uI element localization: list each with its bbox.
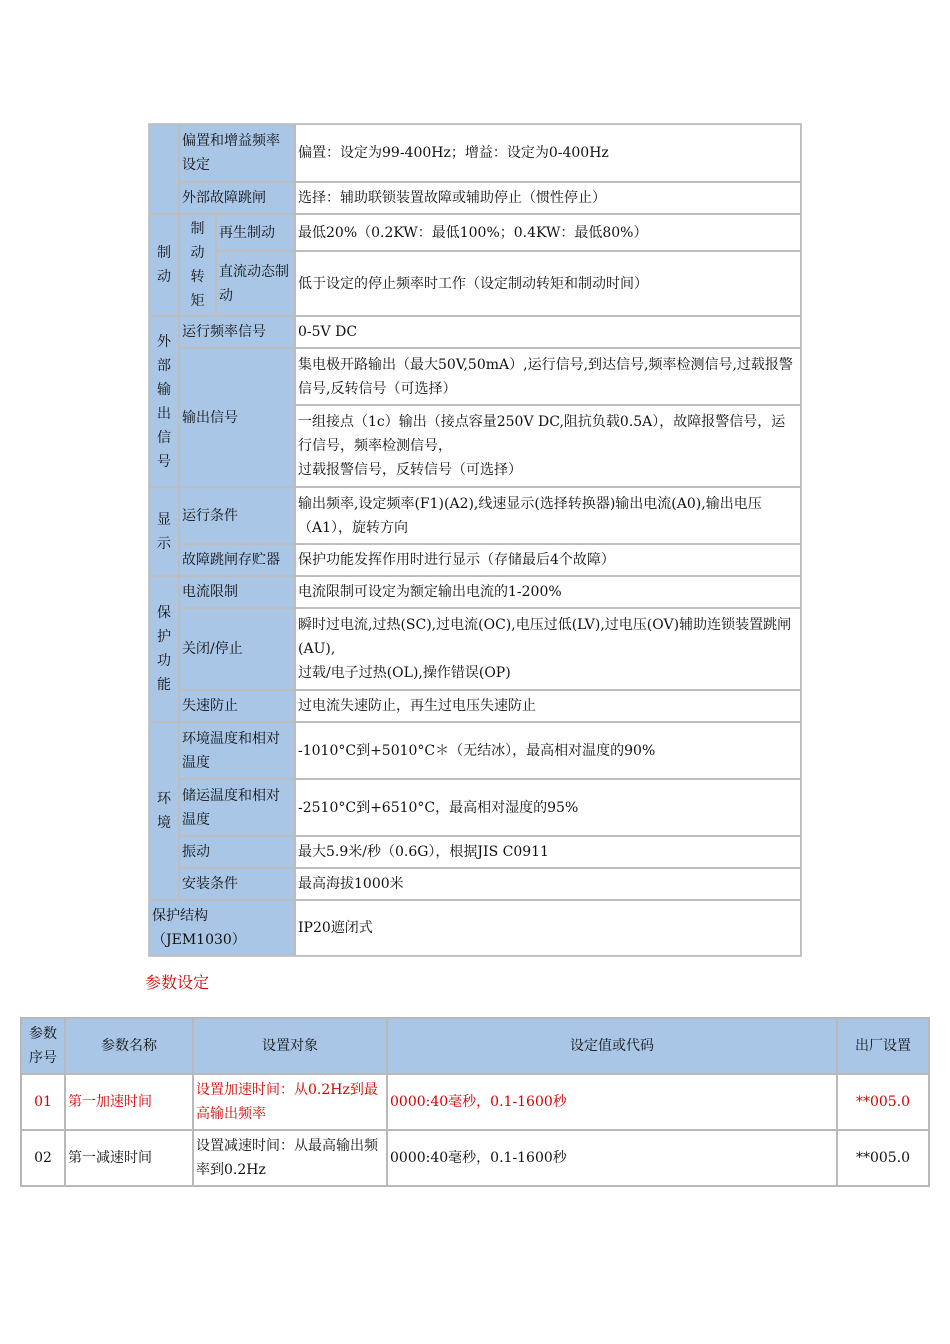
value-run-freq: 0-5V DC [295,316,801,348]
param-seq: 02 [21,1130,65,1186]
param-target: 设置加速时间：从0.2Hz到最高输出频率 [193,1074,387,1130]
value-regen-brake: 最低20%（0.2KW：最低100%；0.4KW：最低80%） [295,214,801,251]
group-display: 显 示 [149,487,179,576]
param-factory: **005.0 [837,1074,929,1130]
group-environment: 环 境 [149,722,179,900]
value-fault-mem: 保护功能发挥作用时进行显示（存储最后4个故障） [295,544,801,576]
param-name: 第一减速时间 [65,1130,193,1186]
value-enclosure: IP20遮闭式 [295,900,801,956]
param-value: 0000:40毫秒，0.1-1600秒 [387,1130,837,1186]
label-storage: 储运温度和相对温度 [179,779,295,836]
label-vibration: 振动 [179,836,295,868]
value-stall: 过电流失速防止，再生过电压失速防止 [295,690,801,722]
subgroup-brake-torque: 制动 转矩 [179,214,216,316]
params-table [20,1017,930,1187]
header-factory: 出厂设置 [837,1018,929,1074]
value-ambient: -1010°C到+5010°C＊（无结冰），最高相对温度的90% [295,722,801,779]
label-bias-gain: 偏置和增益频率设定 [179,124,295,182]
param-name: 第一加速时间 [65,1074,193,1130]
label-out-signal: 输出信号 [179,348,295,487]
label-run-freq: 运行频率信号 [179,316,295,348]
header-name: 参数名称 [65,1018,193,1074]
header-target: 设置对象 [193,1018,387,1074]
group-braking: 制 动 [149,214,179,316]
header-seq: 参数序号 [21,1018,65,1074]
label-dc-brake: 直流动态制动 [216,251,295,316]
value-out-signal-1: 集电极开路输出（最大50V,50mA）,运行信号,到达信号,频率检测信号,过载报警信号,反转信号（可选择） [295,348,801,405]
label-stall: 失速防止 [179,690,295,722]
params-section-title: 参数设定 [145,973,210,992]
param-target: 设置减速时间：从最高输出频率到0.2Hz [193,1130,387,1186]
param-seq: 01 [21,1074,65,1130]
value-run-cond: 输出频率,设定频率(F1)(A2),线速显示(选择转换器)输出电流(A0),输出电压（A1），旋转方向 [295,487,801,544]
value-bias-gain: 偏置：设定为99-400Hz；增益：设定为0-400Hz [295,124,801,182]
value-ext-fault: 选择：辅助联锁装置故障或辅助停止（惯性停止） [295,182,801,214]
label-install: 安装条件 [179,868,295,900]
label-regen-brake: 再生制动 [216,214,295,251]
table-row [21,1130,929,1186]
spec-table [148,123,802,957]
label-current-limit: 电流限制 [179,576,295,608]
table-row [21,1074,929,1130]
label-enclosure: 保护结构（JEM1030） [149,900,295,956]
param-factory: **005.0 [837,1130,929,1186]
group-cell-empty [149,124,179,214]
label-ambient: 环境温度和相对温度 [179,722,295,779]
value-shutdown: 瞬时过电流,过热(SC),过电流(OC),电压过低(LV),过电压(OV)辅助连锁装置跳闸(AU), 过载/电子过热(OL),操作错误(OP) [295,608,801,690]
label-shutdown: 关闭/停止 [179,608,295,690]
value-out-signal-2: 一组接点（1c）输出（接点容量250V DC,阻抗负载0.5A），故障报警信号，运行信号，频率检测信号， 过载报警信号，反转信号（可选择） [295,405,801,487]
value-install: 最高海拔1000米 [295,868,801,900]
value-dc-brake: 低于设定的停止频率时工作（设定制动转矩和制动时间） [295,251,801,316]
param-value: 0000:40毫秒，0.1-1600秒 [387,1074,837,1130]
value-vibration: 最大5.9米/秒（0.6G），根据JIS C0911 [295,836,801,868]
header-value: 设定值或代码 [387,1018,837,1074]
label-run-cond: 运行条件 [179,487,295,544]
label-ext-fault: 外部故障跳闸 [179,182,295,214]
group-protection: 保 护 功 能 [149,576,179,722]
value-current-limit: 电流限制可设定为额定输出电流的1-200% [295,576,801,608]
group-ext-output: 外 部 输 出 信 号 [149,316,179,487]
value-storage: -2510°C到+6510°C，最高相对湿度的95% [295,779,801,836]
label-fault-mem: 故障跳闸存贮器 [179,544,295,576]
